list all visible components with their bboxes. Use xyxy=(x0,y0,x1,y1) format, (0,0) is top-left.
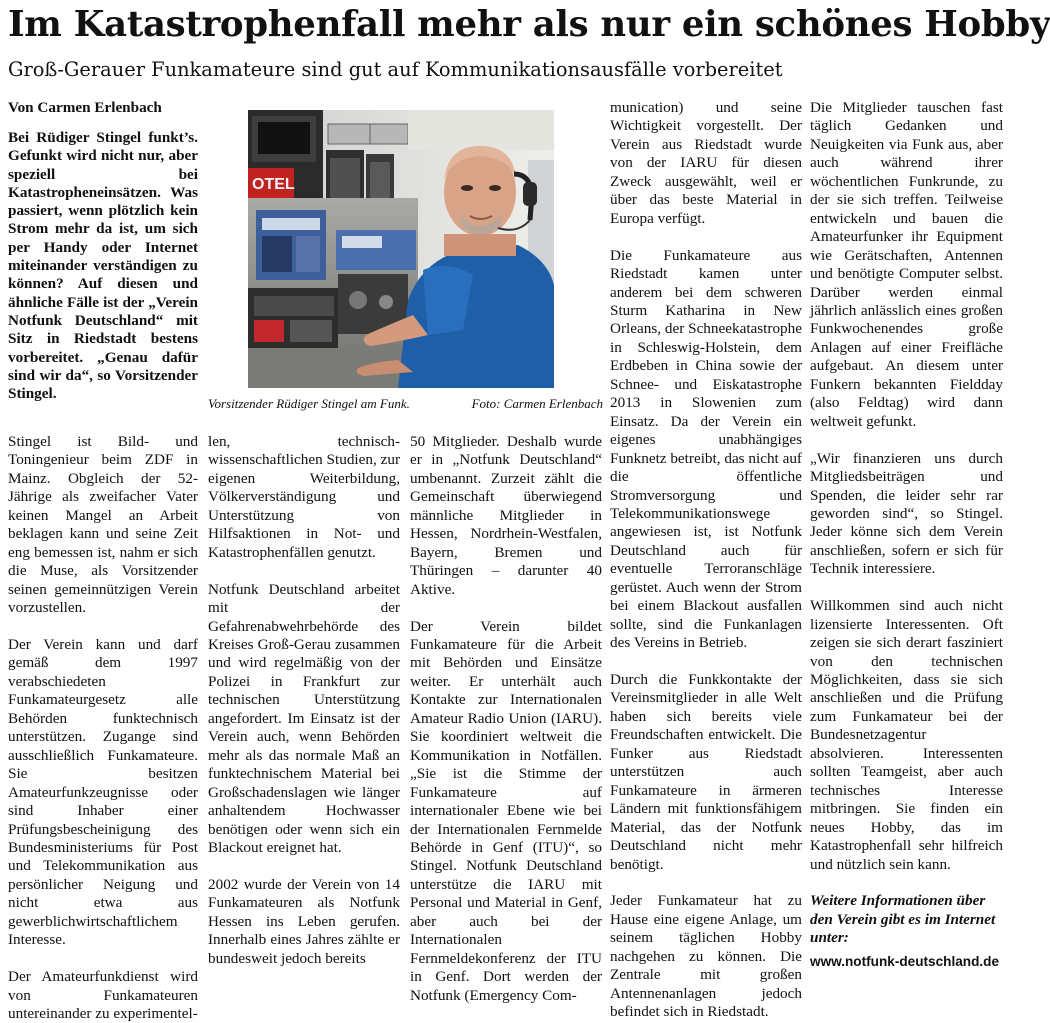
paragraph: Willkommen sind auch nicht lizensierte Interessenten. Oft zeigen sie sich derart fasziniert von den technischen Möglichkeiten, dass sie sich anschließen und die Prüfung zum Funkamateur bei der Bundesnetzagentur absolvieren. Interessenten sollten Teamgeist, aber auch technisches Interesse mitbringen. Sie finden ein neues Hobby, das im Katastrophenfall sehr hilfreich und nützlich sein kann. xyxy=(810,597,1003,873)
column-3 xyxy=(410,433,602,1005)
paragraph: „Wir finanzieren uns durch Mitgliedsbeiträgen und Spenden, die leider sehr rar geworden sind“, so Stingel. Jeder könne sich dem Verein anschließen, sofern er sich für Technik interessiere. xyxy=(810,449,1003,578)
paragraph: Der Amateurfunkdienst wird von Funkamateuren untereinander zu experimentel- xyxy=(8,968,198,1023)
paragraph: Die Mitglieder tauschen fast täglich Gedanken und Neuigkeiten via Funk aus, aber auch während ihrer wöchentlichen Funkrunde, zu der sie sich treffen. Teilweise entwickeln und bauen die Amateurfunker ihr Equipment wie Gerätschaften, Antennen und benötigte Computer selbst. Darüber werden einmal jährlich anlässlich eines großen Funkwochenendes große Anlagen auf einer Freifläche aufgebaut. An diesem unter Funkern bekannten Fieldday (also Feldtag) wird dann weltweit gefunkt. xyxy=(810,99,1003,430)
paragraph: munication) und seine Wichtigkeit vorgestellt. Der Verein aus Riedstadt wurde von der IARU für diesen Zweck ausgewählt, weil er über das beste Material in Europa verfügt. xyxy=(610,99,802,227)
paragraph: Durch die Funkkontakte der Vereinsmitglieder in alle Welt haben sich bereits viele Freundschaften entwickelt. Die Funker aus Riedstadt unterstützen auch Funkamateure in ärmeren Ländern mit funktionsfähigem Material, das der Notfunk Deutschland nicht mehr benötigt. xyxy=(610,671,802,873)
column-5 xyxy=(810,99,1003,948)
paragraph: Die Funkamateure aus Riedstadt kamen unter anderem bei dem schweren Sturm Katharina in New Orleans, der Schneekatastrophe in Schleswig-Holstein, dem Erdbeben in China sowie der Schnee- und Eiskatastrophe 2013 in Slowenien zum Einsatz. Da der Verein ein eigenes unabhängiges Funknetz betreibt, das nicht auf die öffentliche Stromversorgung und Telekommunikationswege angewiesen ist, ist Notfunk Deutschland auch für eventuelle Terroranschläge gerüstet. Auch wenn der Strom bei einem Blackout ausfallen sollte, sind die Funkanlagen des Vereins in Betrieb. xyxy=(610,246,802,652)
paragraph: Stingel ist Bild- und Toningenieur beim ZDF in Mainz. Obgleich der 52-Jährige als zweifacher Vater keinen Mangel an Arbeit beklagen kann und seine Zeit eng bemessen ist, nahm er sich die Muse, als Vorsitzender seinen gemeinnützigen Verein vorzustellen. xyxy=(8,433,198,617)
photo-caption: Vorsitzender Rüdiger Stingel am Funk. xyxy=(208,396,410,411)
website-link[interactable]: www.notfunk-deutschland.de xyxy=(810,954,1000,969)
photo-caption-row xyxy=(208,396,603,412)
subheadline: Groß-Gerauer Funkamateure sind gut auf Kommunikationsausfälle vorbereitet xyxy=(8,58,783,81)
paragraph: 2002 wurde der Verein von 14 Funkamateuren als Notfunk Hessen ins Leben gerufen. Innerhalb eines Jahres zählte er bundesweit jedoch bereits xyxy=(208,875,400,967)
photo-radio-operator xyxy=(248,110,554,388)
headline: Im Katastrophenfall mehr als nur ein schönes Hobby xyxy=(8,4,1050,45)
column-2 xyxy=(208,433,400,968)
paragraph: Notfunk Deutschland arbeitet mit der Gefahrenabwehrbehörde des Kreises Groß-Gerau zusammen und wird regelmäßig von der Polizei in Frankfurt zur technischen Unterstützung angefordert. Im Einsatz ist der Verein auch, wenn Behörden mehr als das normale Maß an funktechnischem Material bei Großschadenslagen wie länger anhaltendem Hochwasser benötigen oder wenn sich ein Blackout ereignet hat. xyxy=(208,580,400,856)
paragraph: Der Verein bildet Funkamateure für die Arbeit mit Behörden und Einsätze weiter. Er unterhält auch Kontakte zur Internationalen Amateur Radio Union (IARU). Sie koordiniert weltweit die Kommunikation in Notfällen. „Sie ist die Stimme der Funkamateure auf internationaler Ebene wie bei der Internationalen Fernmelde Behörde in Genf (ITU)“, so Stingel. Notfunk Deutschland unterstütze die IARU mit Personal und Material in Genf, aber auch bei der Internationalen Fernmeldekonferenz der ITU in Genf. Dort werden der Notfunk (Emergency Com- xyxy=(410,617,602,1004)
paragraph: Jeder Funkamateur hat zu Hause eine eigene Anlage, um seinem täglichen Hobby nachgehen zu können. Die Zentrale mit großen Antennenanlagen jedoch befindet sich in Riedstadt. xyxy=(610,892,802,1021)
paragraph: 50 Mitglieder. Deshalb wurde er in „Notfunk Deutschland“ umbenannt. Zurzeit zählt die Gemeinschaft überwiegend männliche Mitglieder in Hessen, Nordrhein-Westfalen, Bayern, Bremen und Thüringen – darunter 40 Aktive. xyxy=(410,433,602,598)
paragraph: Der Verein kann und darf gemäß dem 1997 verabschiedeten Funkamateurgesetz alle Behörden funktechnisch unterstützen. Zugange sind ausschließlich Funkamateure. Sie besitzen Amateurfunkzeugnisse oder sind Inhaber einer Prüfungsbescheinigung des Bundesministeriums für Post und Telekommunikation aus persönlicher Neigung und nicht etwa aus gewerblichwirtschaftlichem Interesse. xyxy=(8,635,198,949)
photo-credit: Foto: Carmen Erlenbach xyxy=(471,396,603,411)
paragraph: len, technisch-wissenschaftlichen Studien, zur eigenen Weiterbildung, Völkerverständigung und Unterstützung von Hilfsaktionen in Not- und Katastrophenfällen genutzt. xyxy=(208,433,400,561)
lead-paragraph: Bei Rüdiger Stingel funkt’s. Gefunkt wird nicht nur, aber speziell bei Katastropheneinsätzen. Was passiert, wenn plötzlich kein Strom mehr da ist, um sich per Handy oder Internet miteinander verständigen zu können? Auf diesen und ähnliche Fälle ist der „Verein Notfunk Deutschland“ mit Sitz in Riedstadt bestens vorbereitet. „Genau dafür sind wir da“, so Vorsitzender Stingel. xyxy=(8,129,198,403)
photo-sign-text: OTEL xyxy=(252,176,295,193)
author-byline: Von Carmen Erlenbach xyxy=(8,99,162,116)
column-4 xyxy=(610,99,802,1022)
column-1 xyxy=(8,433,198,1023)
article-photo xyxy=(248,110,554,388)
more-info-note: Weitere Informationen über den Verein gibt es im Internet unter: xyxy=(810,892,996,947)
